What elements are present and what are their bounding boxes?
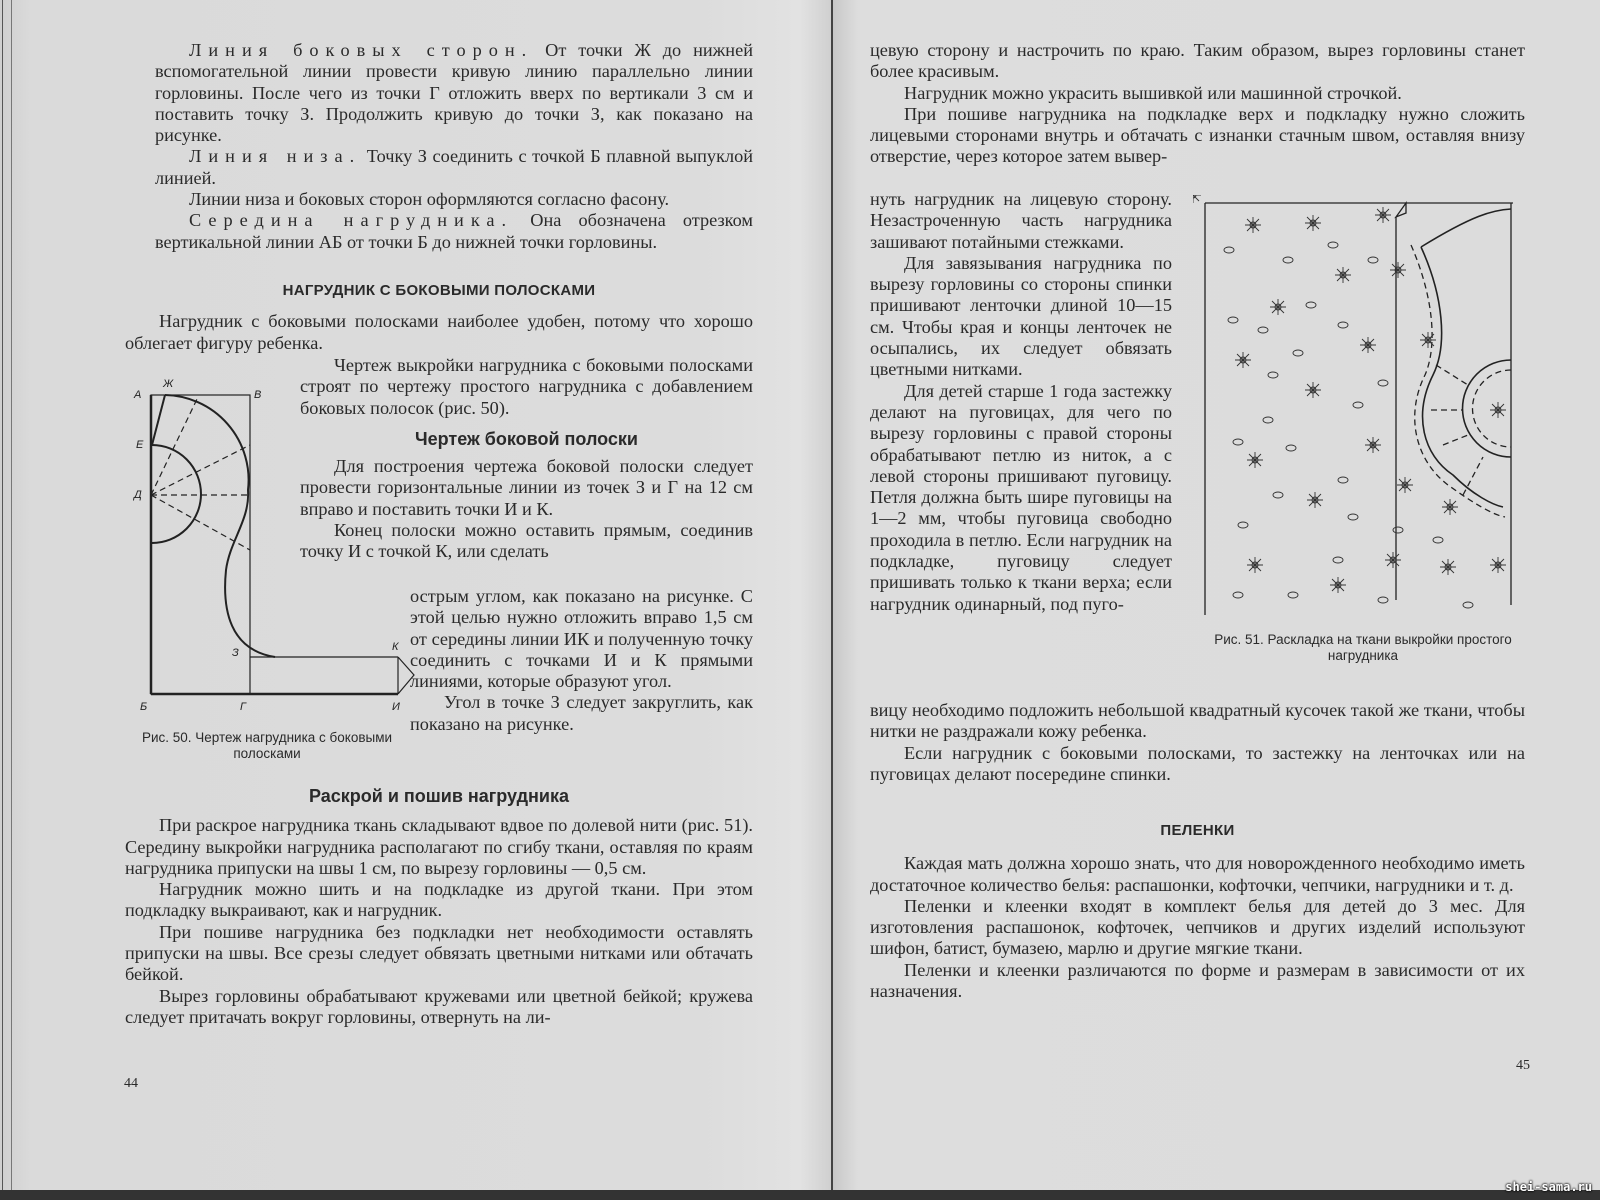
run-in-heading: Линия низа. bbox=[189, 146, 362, 167]
paragraph: Угол в точке З следует закруглить, как показано на рисунке. bbox=[410, 692, 753, 734]
paragraph: При пошиве нагрудника на подкладке верх и подкладку нужно сложить лицевыми сторонами внутрь и обтачать с изнанки стачным швом, оставляя внизу отверстие, через которое затем вывер- bbox=[870, 103, 1525, 167]
label-zh: Ж bbox=[163, 378, 174, 390]
label-g: Г bbox=[240, 701, 246, 710]
paragraph: Чертеж выкройки нагрудника с боковыми полосками строят по чертежу простого нагрудника с добавлением боковых полосок (рис. 50). bbox=[300, 355, 753, 418]
paragraph: Вырез горловины обрабатывают кружевами или цветной бейкой; кружева следует притачать вокруг горловины, отвернуть на ли- bbox=[125, 985, 753, 1027]
right-page bbox=[833, 0, 1600, 1200]
paragraph: цевую сторону и настрочить по краю. Таким образом, вырез горловины станет более красивым. bbox=[870, 40, 1525, 82]
run-in-heading: Линия боковых сторон. bbox=[189, 40, 534, 60]
paragraph: Нагрудник можно шить и на подкладке из другой ткани. При этом подкладку выкраивают, как и нагрудник. bbox=[125, 879, 753, 921]
run-in-heading: Середина нагрудника. bbox=[189, 210, 514, 231]
label-e: Е bbox=[136, 439, 144, 451]
fabric-pattern bbox=[1193, 195, 1506, 608]
right-text-top bbox=[870, 40, 1525, 168]
label-b: Б bbox=[140, 701, 148, 710]
subheading: Чертеж боковой полоски bbox=[415, 428, 638, 449]
right-text-mid bbox=[870, 700, 1525, 785]
paragraph: Если нагрудник с боковыми полосками, то застежку на ленточках или на пуговицах делают посередине спинки. bbox=[870, 742, 1525, 784]
label-v: В bbox=[254, 389, 262, 401]
label-i: И bbox=[392, 701, 400, 710]
paragraph: Нагрудник с боковыми полосками наиболее удобен, потому что хорошо облегает фигуру ребенка. bbox=[125, 311, 753, 353]
paragraph: Каждая мать должна хорошо знать, что для новорожденного необходимо иметь достаточное количество белья: распашонки, кофточки, чепчики, нагрудники и т. д. bbox=[870, 853, 1525, 895]
section-heading: ПЕЛЕНКИ bbox=[1160, 822, 1235, 839]
paragraph: вицу необходимо подложить небольшой квадратный кусочек такой же ткани, чтобы нитки не раздражали кожу ребенка. bbox=[870, 700, 1525, 742]
paragraph bbox=[155, 210, 753, 253]
paragraph: Конец полоски можно оставить прямым, соединив точку И с точкой К, или сделать bbox=[300, 520, 753, 562]
paragraph: Линии низа и боковых сторон оформляются согласно фасону. bbox=[189, 189, 670, 210]
paragraph: При пошиве нагрудника без подкладки нет необходимости оставлять припуски на швы. Все срезы следует обвязать цветными нитками или обтачать бейкой. bbox=[125, 921, 753, 985]
page-number-right: 45 bbox=[1516, 1058, 1530, 1073]
paragraph: нуть нагрудник на лицевую сторону. Незастроченную часть нагрудника зашивают потайными стежками. bbox=[870, 189, 1172, 252]
label-a: А bbox=[134, 389, 142, 401]
label-k: К bbox=[392, 641, 399, 653]
figure-50-drawing bbox=[130, 360, 420, 710]
left-section-cut bbox=[125, 786, 753, 1028]
right-narrow-column bbox=[870, 189, 1172, 615]
subheading: Раскрой и пошив нагрудника bbox=[308, 786, 569, 806]
paragraph-text: От точки Ж до нижней вспомогательной линии провести кривую линию параллельно линии горловины. После чего из точки Г отложить вверх по вертикали 3 см и поставить точку З. Продолжить кривую до точки З, как показано на рисунке. bbox=[155, 40, 753, 146]
figure-51-caption: Рис. 51. Раскладка на ткани выкройки простого нагрудника bbox=[1214, 632, 1512, 663]
paragraph bbox=[155, 146, 753, 189]
paragraph bbox=[155, 40, 753, 146]
page-number-left: 44 bbox=[124, 1076, 138, 1091]
label-d: Д bbox=[134, 489, 142, 501]
paragraph: Для детей старше 1 года застежку делают на пуговицах, для чего по вырезу горловины с правой стороны обрабатывают петлю из ниток, а с левой стороны пришивают пуговицу. Петля должна быть шире пуговицы на 1—2 мм, чтобы пуговица свободно проходила в петлю. Если нагрудник на подкладке, пуговицу следует пришивать только к ткани верха; если нагрудник одинарный, под пуго- bbox=[870, 380, 1172, 614]
left-section-strips bbox=[125, 280, 753, 354]
paragraph: При раскрое нагрудника ткань складывают вдвое по долевой нити (рис. 51). Середину выкройки нагрудника располагают по сгибу ткани, оставляя по краям нагрудника припуски на швы 1 см, по вырезу горловины — 0,5 см. bbox=[125, 815, 753, 878]
watermark: shei-sama.ru bbox=[1505, 1180, 1592, 1194]
figure-50-caption: Рис. 50. Чертеж нагрудника с боковыми полосками bbox=[141, 730, 393, 761]
left-narrow-column bbox=[410, 586, 753, 735]
label-z: З bbox=[232, 647, 239, 659]
figure-51-drawing bbox=[1193, 195, 1523, 620]
paragraph: Для завязывания нагрудника по вырезу горловины со стороны спинки пришивают ленточки длиной 10—15 см. Чтобы края и концы ленточек не осыпались, их следует обвязать цветными нитками. bbox=[870, 252, 1172, 380]
right-section-diapers bbox=[870, 820, 1525, 1002]
paragraph-text: Она обозначена отрезком вертикальной линии АБ от точки Б до нижней точки горловины. bbox=[155, 210, 753, 252]
paragraph: Пеленки и клеенки различаются по форме и размерам в зависимости от их назначения. bbox=[870, 959, 1525, 1002]
section-heading: НАГРУДНИК С БОКОВЫМИ ПОЛОСКАМИ bbox=[282, 282, 596, 299]
book-edge bbox=[2, 0, 12, 1200]
scan-bottom-edge bbox=[0, 1190, 1600, 1200]
paragraph-text: Точку З соединить с точкой Б плавной выпуклой линией. bbox=[155, 146, 753, 188]
paragraph: острым углом, как показано на рисунке. С этой целью нужно отложить вправо 1,5 см от середины линии ИК и полученную точку соединить с точками И и К прямыми линиями, которые образуют угол. bbox=[410, 586, 753, 692]
paragraph: Нагрудник можно украсить вышивкой или машинной строчкой. bbox=[904, 82, 1402, 103]
paragraph: Пеленки и клеенки входят в комплект белья для детей до 3 мес. Для изготовления распашонок, кофточек, чепчиков и других изделий используют шифон, батист, бумазею, марлю и другие мягкие ткани. bbox=[870, 895, 1525, 959]
paragraph: Для построения чертежа боковой полоски следует провести горизонтальные линии из точек З и Г на 12 см вправо и поставить точки И и К. bbox=[300, 456, 753, 519]
left-text-top bbox=[155, 40, 753, 253]
